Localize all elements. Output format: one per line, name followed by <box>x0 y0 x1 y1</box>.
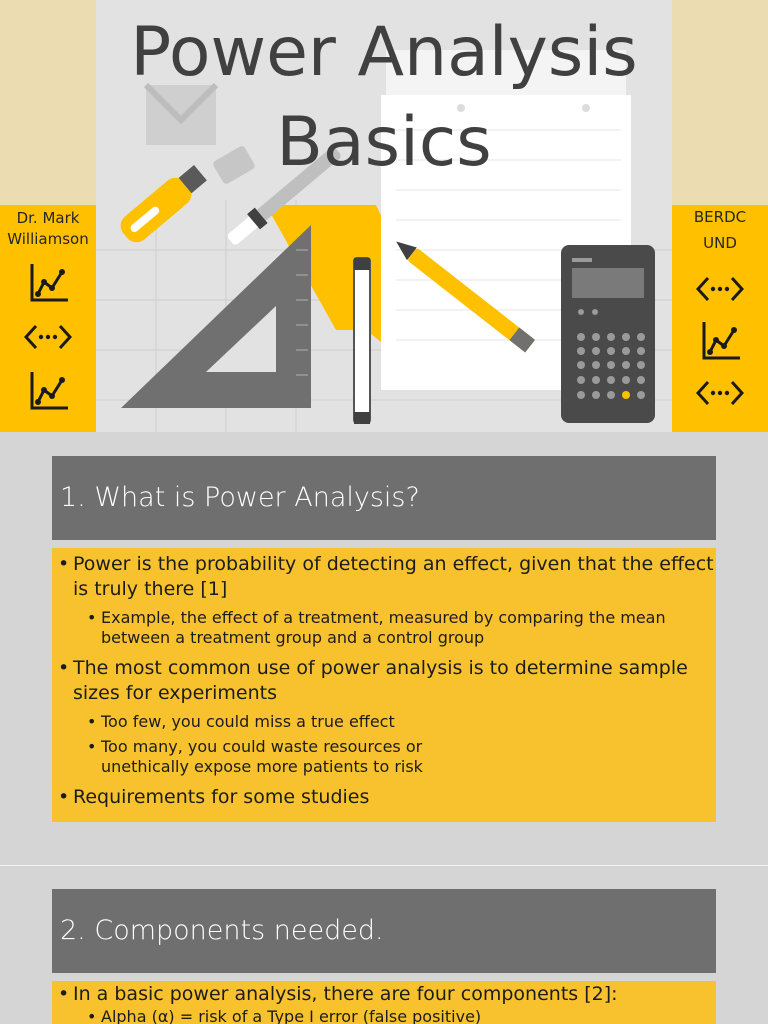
section-2-content <box>52 981 716 1024</box>
section-2-list <box>52 981 716 1024</box>
section-2-heading <box>52 889 716 973</box>
list-subitem: • Too many, you could waste resources or unethically expose more patients to risk <box>52 737 716 777</box>
list-item: • Requirements for some studies <box>52 785 716 810</box>
chart-line-icon <box>26 368 70 412</box>
section-1-content <box>52 548 716 822</box>
organization-panel <box>672 205 768 410</box>
org-name: BERDC <box>693 208 747 226</box>
code-arrows-icon <box>24 320 72 354</box>
section-1-heading <box>52 456 716 540</box>
list-item: • Power is the probability of detecting an effect, given that the effect is truly there [1] <box>52 552 716 602</box>
section-1-title: 1. What is Power Analysis? <box>60 482 420 513</box>
list-subitem: • Alpha (α) = risk of a Type I error (false positive) <box>52 1007 716 1024</box>
title-line-1: Power Analysis <box>130 13 638 92</box>
page-title <box>96 8 672 188</box>
list-item: • The most common use of power analysis is to determine sample sizes for experiments <box>52 656 716 706</box>
author-name: Dr. Mark Williamson <box>7 209 89 248</box>
title-line-2: Basics <box>276 103 492 182</box>
list-item: • In a basic power analysis, there are four components [2]: <box>52 982 716 1007</box>
list-subitem: • Example, the effect of a treatment, measured by comparing the mean between a treatment group and a control group <box>52 608 716 648</box>
list-subitem: • Too few, you could miss a true effect <box>52 712 716 732</box>
code-arrows-icon <box>696 376 744 410</box>
chart-line-icon <box>26 260 70 304</box>
org-unit: UND <box>703 234 737 252</box>
section-1-list <box>52 548 716 810</box>
author-panel <box>0 205 96 412</box>
code-arrows-icon <box>696 272 744 306</box>
chart-line-icon <box>698 318 742 362</box>
section-divider <box>0 865 768 866</box>
section-2-title: 2. Components needed. <box>60 915 384 946</box>
